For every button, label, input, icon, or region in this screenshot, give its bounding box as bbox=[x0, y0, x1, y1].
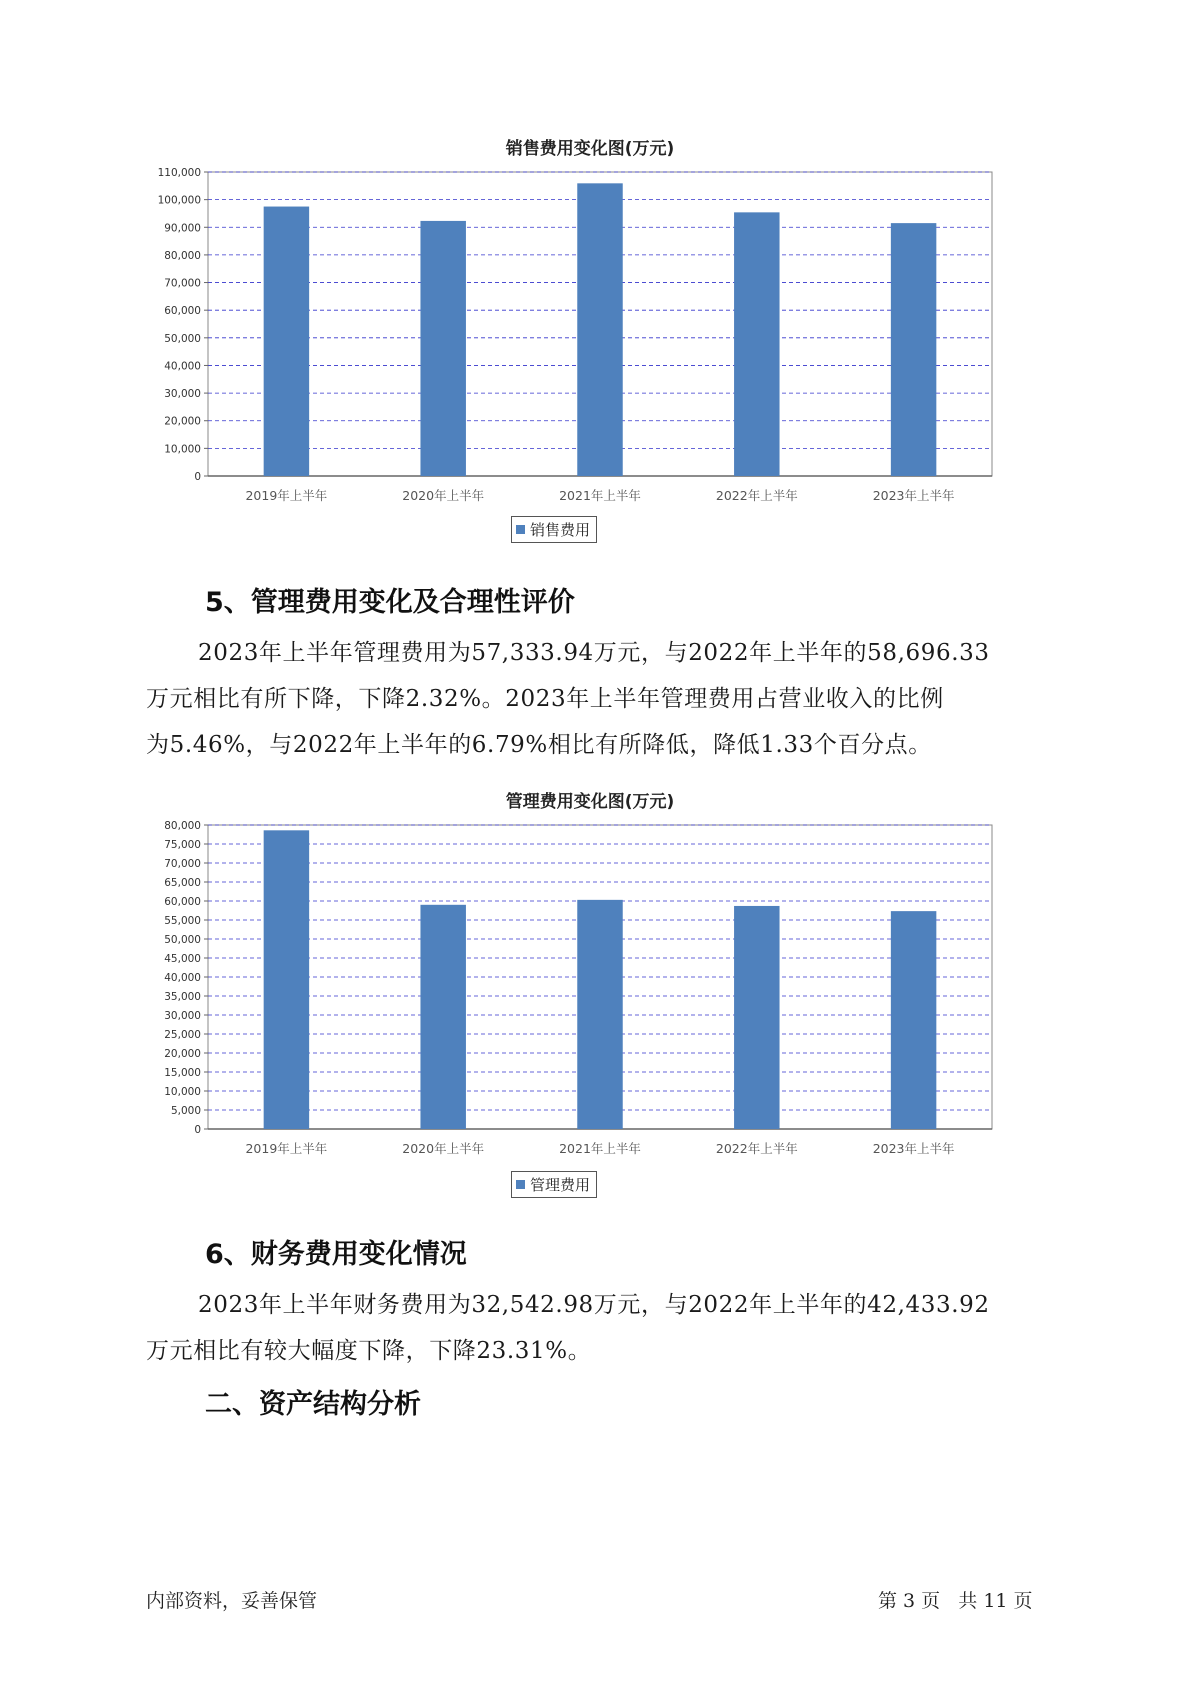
bar bbox=[420, 905, 465, 1129]
y-tick-label: 60,000 bbox=[164, 896, 201, 908]
bar bbox=[891, 223, 936, 476]
y-tick-label: 20,000 bbox=[164, 415, 201, 428]
paragraph-line: 2023年上半年财务费用为32,542.98万元，与2022年上半年的42,433.92 bbox=[198, 1292, 990, 1318]
y-tick-label: 20,000 bbox=[164, 1048, 201, 1060]
y-tick-label: 70,000 bbox=[164, 277, 201, 290]
bar bbox=[420, 221, 465, 476]
bar bbox=[577, 900, 622, 1129]
paragraph-line: 2023年上半年管理费用为57,333.94万元，与2022年上半年的58,696.33 bbox=[198, 640, 990, 666]
y-tick-label: 45,000 bbox=[164, 953, 201, 965]
y-tick-label: 100,000 bbox=[157, 194, 201, 207]
x-tick-label: 2022年上半年 bbox=[715, 488, 798, 503]
y-tick-label: 65,000 bbox=[164, 877, 201, 889]
chart-title: 销售费用变化图(万元) bbox=[505, 139, 675, 159]
bar bbox=[734, 906, 779, 1129]
sales-expense-chart-svg bbox=[150, 164, 1030, 544]
x-tick-label: 2021年上半年 bbox=[559, 1141, 641, 1156]
paragraph-line: 万元相比有较大幅度下降，下降23.31%。 bbox=[146, 1338, 592, 1364]
x-tick-label: 2023年上半年 bbox=[872, 488, 955, 503]
y-tick-label: 30,000 bbox=[164, 388, 201, 401]
y-tick-label: 70,000 bbox=[164, 858, 201, 870]
x-tick-label: 2019年上半年 bbox=[245, 1141, 328, 1156]
y-tick-label: 0 bbox=[194, 1124, 201, 1136]
footer-left: 内部资料，妥善保管 bbox=[146, 1590, 318, 1612]
y-tick-label: 30,000 bbox=[164, 1010, 201, 1022]
y-tick-label: 0 bbox=[194, 471, 201, 483]
y-tick-label: 50,000 bbox=[164, 934, 201, 946]
y-tick-label: 60,000 bbox=[164, 305, 201, 318]
y-tick-label: 50,000 bbox=[164, 332, 201, 345]
y-tick-label: 25,000 bbox=[164, 1029, 201, 1041]
admin-expense-chart-svg bbox=[150, 817, 1030, 1197]
y-tick-label: 15,000 bbox=[164, 1067, 201, 1079]
x-tick-label: 2023年上半年 bbox=[872, 1141, 955, 1156]
x-tick-label: 2022年上半年 bbox=[715, 1141, 798, 1156]
y-tick-label: 80,000 bbox=[164, 820, 201, 832]
chart-legend bbox=[511, 1171, 597, 1198]
bar bbox=[734, 212, 779, 476]
footer-page-number: 第 3 页 共 11 页 bbox=[878, 1590, 1033, 1612]
bar bbox=[891, 911, 936, 1129]
x-tick-label: 2020年上半年 bbox=[402, 1141, 485, 1156]
y-tick-label: 35,000 bbox=[164, 991, 201, 1003]
legend-swatch bbox=[516, 525, 525, 534]
legend-label: 销售费用 bbox=[530, 521, 591, 539]
admin-expense-chart bbox=[150, 783, 1030, 1203]
paragraph-line: 万元相比有所下降，下降2.32%。2023年上半年管理费用占营业收入的比例 bbox=[146, 686, 944, 712]
section5-paragraph bbox=[146, 630, 1076, 768]
y-tick-label: 40,000 bbox=[164, 360, 201, 373]
y-tick-label: 10,000 bbox=[164, 443, 201, 456]
chart-legend bbox=[511, 516, 597, 543]
y-tick-label: 10,000 bbox=[164, 1086, 201, 1098]
y-tick-label: 55,000 bbox=[164, 915, 201, 927]
y-tick-label: 90,000 bbox=[164, 222, 201, 235]
section-heading-5: 5、管理费用变化及合理性评价 bbox=[205, 587, 575, 618]
legend-swatch bbox=[516, 1180, 525, 1189]
paragraph-line: 为5.46%，与2022年上半年的6.79%相比有所降低，降低1.33个百分点。 bbox=[146, 732, 932, 758]
y-tick-label: 75,000 bbox=[164, 839, 201, 851]
section6-paragraph bbox=[146, 1282, 1076, 1374]
x-tick-label: 2019年上半年 bbox=[245, 488, 328, 503]
x-tick-label: 2020年上半年 bbox=[402, 488, 485, 503]
y-tick-label: 5,000 bbox=[170, 1105, 201, 1117]
x-tick-label: 2021年上半年 bbox=[559, 488, 641, 503]
bar bbox=[264, 830, 309, 1129]
section-heading-6: 6、财务费用变化情况 bbox=[205, 1239, 467, 1270]
sales-expense-chart bbox=[150, 130, 1030, 550]
bar bbox=[577, 183, 622, 476]
section-heading-two: 二、资产结构分析 bbox=[205, 1389, 421, 1420]
legend-label: 管理费用 bbox=[530, 1176, 591, 1194]
chart-title: 管理费用变化图(万元) bbox=[505, 792, 675, 812]
y-tick-label: 40,000 bbox=[164, 972, 201, 984]
y-tick-label: 80,000 bbox=[164, 249, 201, 262]
bar bbox=[264, 207, 309, 476]
y-tick-label: 110,000 bbox=[157, 167, 201, 179]
